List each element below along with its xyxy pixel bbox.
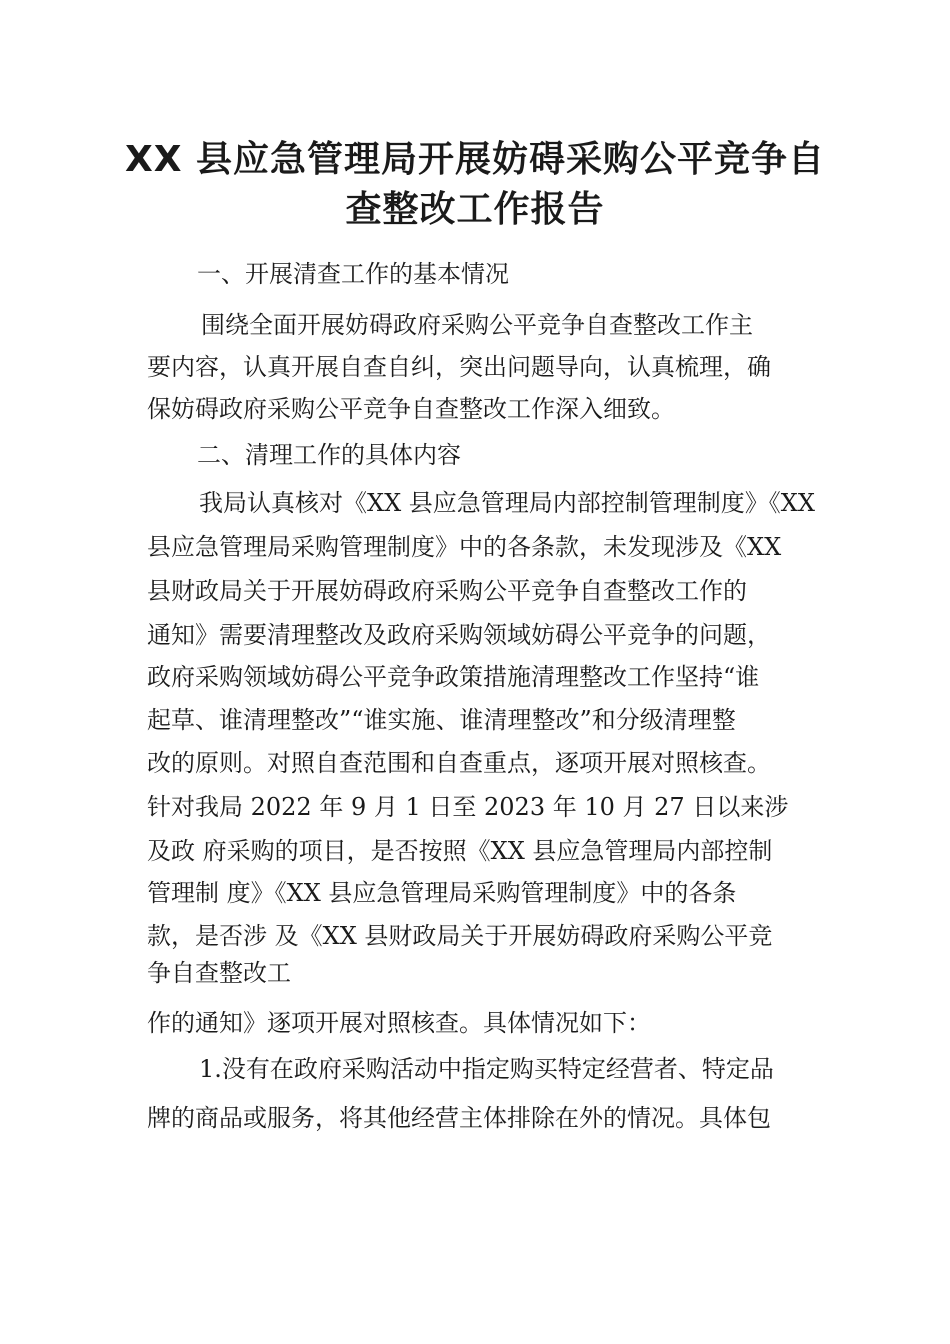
paragraph-line: 保妨碍政府采购公平竞争自查整改工作深入细致。 xyxy=(147,395,675,423)
paragraph-line: 争自查整改工 xyxy=(147,959,291,987)
paragraph-line: 起草、谁清理整改”“谁实施、谁清理整改”和分级清理整 xyxy=(147,706,736,734)
document-title-line-2: 查整改工作报告 xyxy=(345,189,605,230)
section-heading-1: 一、开展清查工作的基本情况 xyxy=(197,260,509,288)
paragraph-line: 政府采购领域妨碍公平竞争政策措施清理整改工作坚持“谁 xyxy=(147,663,760,691)
list-item-1: 1.没有在政府采购活动中指定购买特定经营者、特定品 xyxy=(199,1055,774,1083)
paragraph-line: 要内容，认真开展自查自纠，突出问题导向，认真梳理，确 xyxy=(147,353,771,381)
paragraph-line: 款，是否涉 及《XX 县财政局关于开展妨碍政府采购公平竞 xyxy=(147,922,773,950)
paragraph-line: 县财政局关于开展妨碍政府采购公平竞争自查整改工作的 xyxy=(147,577,747,605)
paragraph-line: 管理制 度》《XX 县应急管理局采购管理制度》中的各条 xyxy=(147,879,737,907)
paragraph-line: 通知》需要清理整改及政府采购领域妨碍公平竞争的问题， xyxy=(147,621,771,649)
paragraph-line: 及政 府采购的项目，是否按照《XX 县应急管理局内部控制 xyxy=(147,837,773,865)
document-title-line-1: XX 县应急管理局开展妨碍采购公平竞争自 xyxy=(124,139,826,180)
paragraph-line: 围绕全面开展妨碍政府采购公平竞争自查整改工作主 xyxy=(201,311,753,339)
paragraph-line: 我局认真核对《XX 县应急管理局内部控制管理制度》《XX xyxy=(199,489,815,517)
paragraph-line: 针对我局 2022 年 9 月 1 日至 2023 年 10 月 27 日以来涉 xyxy=(147,793,789,821)
section-heading-2: 二、清理工作的具体内容 xyxy=(197,441,461,469)
paragraph-line: 作的通知》逐项开展对照核查。具体情况如下： xyxy=(147,1009,651,1037)
paragraph-line: 县应急管理局采购管理制度》中的各条款，未发现涉及《XX xyxy=(147,533,782,561)
paragraph-line: 牌的商品或服务，将其他经营主体排除在外的情况。具体包 xyxy=(147,1104,771,1132)
paragraph-line: 改的原则。对照自查范围和自查重点，逐项开展对照核查。 xyxy=(147,749,771,777)
